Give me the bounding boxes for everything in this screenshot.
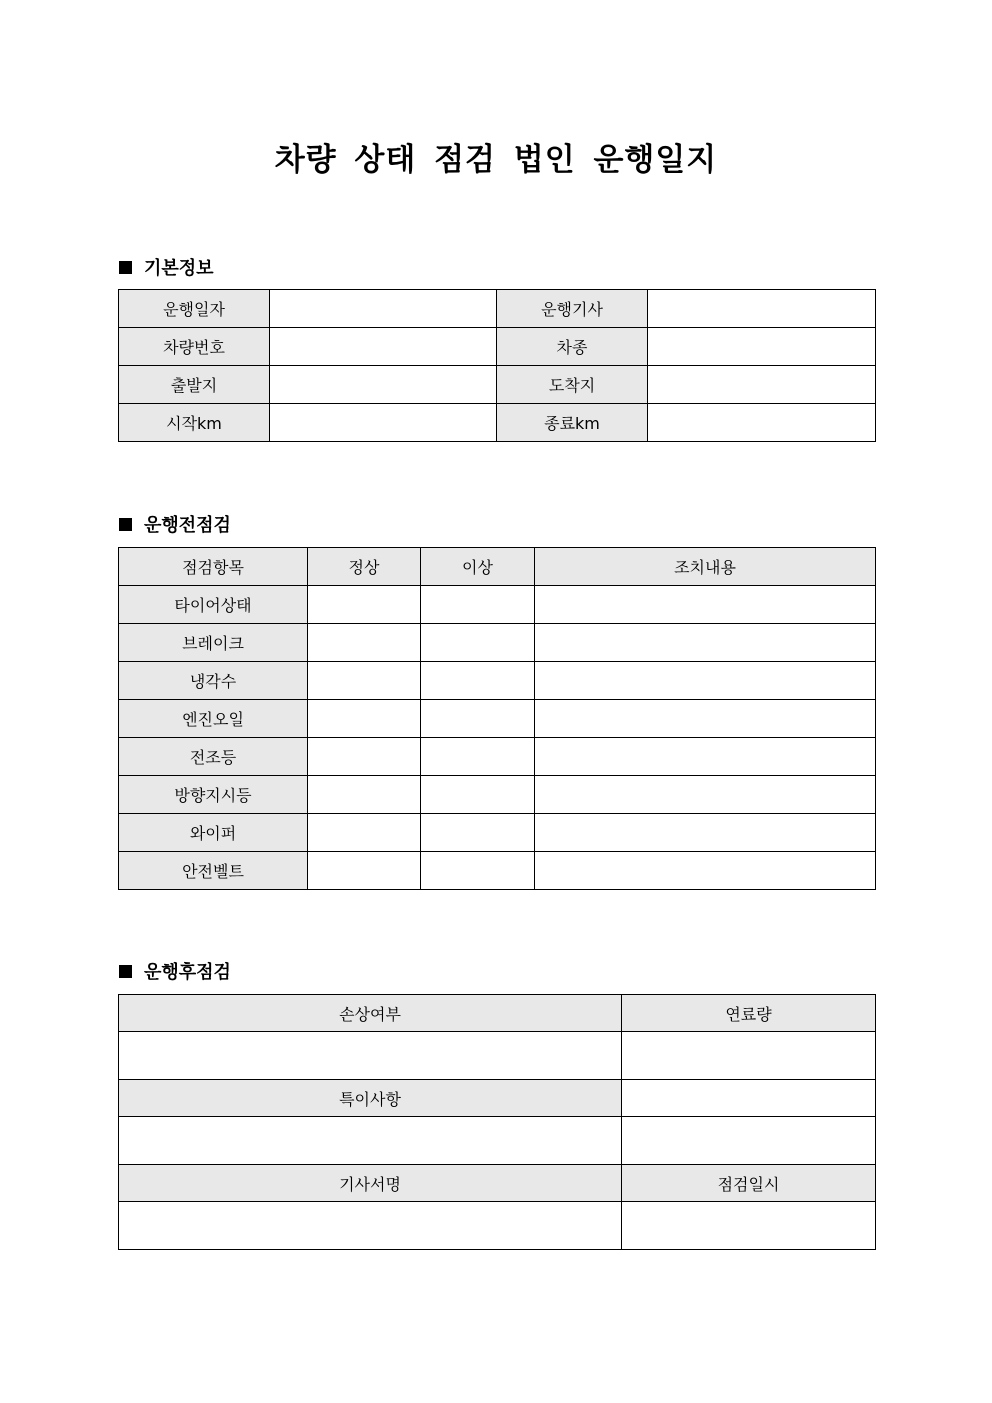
basic-info-field[interactable]	[270, 404, 497, 442]
basic-info-label: 출발지	[119, 366, 270, 404]
normal-check-cell[interactable]	[308, 700, 421, 738]
table-row	[119, 814, 876, 852]
abnormal-check-cell[interactable]	[421, 624, 535, 662]
inspection-item-label: 와이퍼	[119, 814, 308, 852]
basic-info-field[interactable]	[270, 328, 497, 366]
basic-info-label: 차종	[497, 328, 648, 366]
notes-side-field	[622, 1117, 876, 1165]
pre-inspection-table	[118, 547, 876, 890]
pre-inspection-header-row	[119, 548, 876, 586]
section-heading-label: 운행후점검	[144, 962, 231, 983]
basic-info-row	[119, 366, 876, 404]
basic-info-field[interactable]	[270, 290, 497, 328]
action-field[interactable]	[535, 700, 876, 738]
action-field[interactable]	[535, 814, 876, 852]
action-field[interactable]	[535, 662, 876, 700]
column-header: 이상	[421, 548, 535, 586]
table-row	[119, 738, 876, 776]
basic-info-field[interactable]	[648, 366, 876, 404]
basic-info-field[interactable]	[648, 404, 876, 442]
inspection-item-label: 방향지시등	[119, 776, 308, 814]
action-field[interactable]	[535, 586, 876, 624]
inspection-item-label: 안전벨트	[119, 852, 308, 890]
column-header: 점검항목	[119, 548, 308, 586]
table-row	[119, 852, 876, 890]
basic-info-field[interactable]	[648, 290, 876, 328]
abnormal-check-cell[interactable]	[421, 776, 535, 814]
table-row	[119, 700, 876, 738]
section-heading-basic-info	[119, 254, 214, 280]
basic-info-table	[118, 289, 876, 442]
square-bullet-icon	[119, 518, 132, 531]
basic-info-label: 차량번호	[119, 328, 270, 366]
basic-info-label: 종료km	[497, 404, 648, 442]
inspection-item-label: 브레이크	[119, 624, 308, 662]
normal-check-cell[interactable]	[308, 624, 421, 662]
inspection-item-label: 엔진오일	[119, 700, 308, 738]
abnormal-check-cell[interactable]	[421, 814, 535, 852]
column-header: 조치내용	[535, 548, 876, 586]
section-heading-pre-inspection	[119, 511, 231, 537]
normal-check-cell[interactable]	[308, 662, 421, 700]
damage-label: 손상여부	[119, 995, 622, 1032]
abnormal-check-cell[interactable]	[421, 700, 535, 738]
abnormal-check-cell[interactable]	[421, 852, 535, 890]
basic-info-label: 도착지	[497, 366, 648, 404]
action-field[interactable]	[535, 852, 876, 890]
basic-info-field[interactable]	[270, 366, 497, 404]
basic-info-row	[119, 404, 876, 442]
table-row	[119, 586, 876, 624]
normal-check-cell[interactable]	[308, 738, 421, 776]
basic-info-label: 운행일자	[119, 290, 270, 328]
notes-field[interactable]	[119, 1117, 622, 1165]
square-bullet-icon	[119, 965, 132, 978]
normal-check-cell[interactable]	[308, 814, 421, 852]
fuel-label: 연료량	[622, 995, 876, 1032]
notes-side-cell	[622, 1080, 876, 1117]
inspection-item-label: 냉각수	[119, 662, 308, 700]
inspection-time-label: 점검일시	[622, 1165, 876, 1202]
driver-sign-label: 기사서명	[119, 1165, 622, 1202]
action-field[interactable]	[535, 776, 876, 814]
driver-sign-field[interactable]	[119, 1202, 622, 1250]
basic-info-field[interactable]	[648, 328, 876, 366]
section-heading-label: 운행전점검	[144, 515, 231, 536]
square-bullet-icon	[119, 261, 132, 274]
basic-info-label: 운행기사	[497, 290, 648, 328]
normal-check-cell[interactable]	[308, 586, 421, 624]
inspection-item-label: 전조등	[119, 738, 308, 776]
action-field[interactable]	[535, 624, 876, 662]
basic-info-label: 시작km	[119, 404, 270, 442]
action-field[interactable]	[535, 738, 876, 776]
section-heading-label: 기본정보	[144, 258, 214, 279]
damage-field[interactable]	[119, 1032, 622, 1080]
page-title: 차량 상태 점검 법인 운행일지	[274, 142, 718, 178]
basic-info-row	[119, 290, 876, 328]
table-row	[119, 624, 876, 662]
normal-check-cell[interactable]	[308, 852, 421, 890]
table-row	[119, 662, 876, 700]
post-inspection-table	[118, 994, 876, 1250]
section-heading-post-inspection	[119, 958, 231, 984]
basic-info-row	[119, 328, 876, 366]
normal-check-cell[interactable]	[308, 776, 421, 814]
table-row	[119, 776, 876, 814]
abnormal-check-cell[interactable]	[421, 586, 535, 624]
abnormal-check-cell[interactable]	[421, 662, 535, 700]
inspection-item-label: 타이어상태	[119, 586, 308, 624]
fuel-field[interactable]	[622, 1032, 876, 1080]
notes-label: 특이사항	[119, 1080, 622, 1117]
abnormal-check-cell[interactable]	[421, 738, 535, 776]
inspection-time-field[interactable]	[622, 1202, 876, 1250]
column-header: 정상	[308, 548, 421, 586]
